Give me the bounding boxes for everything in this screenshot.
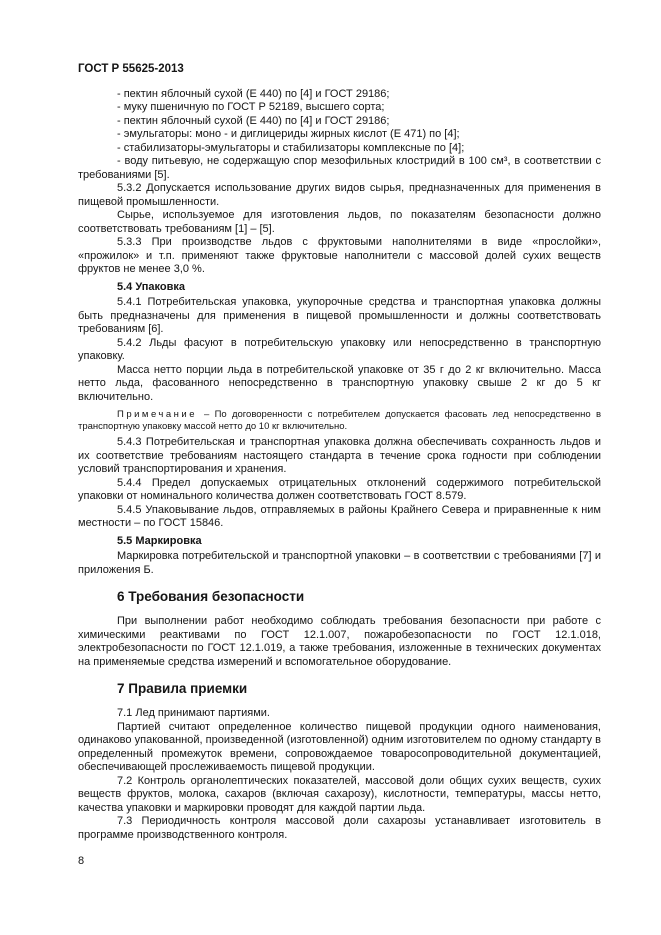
document-code-header: ГОСТ Р 55625-2013 — [78, 63, 184, 75]
paragraph-7-3: 7.3 Периодичность контроля массовой доли сахарозы устанавливает изготовитель в программе производственного контроля. — [78, 815, 601, 841]
paragraph-7-1: 7.1 Лед принимают партиями. — [117, 707, 270, 719]
paragraph-5-4-1: 5.4.1 Потребительская упаковка, укупорочные средства и транспортная упаковка должны быть предназначены для применения в пищевой промышленности и должны соответствовать требованиям [6]. — [78, 296, 601, 335]
paragraph-7-1-cont: Партией считают определенное количество пищевой продукции одного наименования, одинаково упакованной, произведенной (изготовленной) одним изготовителем по одному стандарту в определенный промежуток времени, сопровождаемое товаросопроводительной документацией, обеспечивающей прослеживаемость пищевой продукции. — [78, 720, 601, 773]
paragraph-5-4-3: 5.4.3 Потребительская и транспортная упаковка должна обеспечивать сохранность льдов и их соответствие требованиям настоящего стандарта в течение срока годности при соблюдении условий транспортирования и хранения. — [78, 436, 601, 475]
paragraph-5-4-5: 5.4.5 Упаковывание льдов, отправляемых в районы Крайнего Севера и приравненные к ним местности – по ГОСТ 15846. — [78, 503, 601, 529]
subsection-heading-5-5: 5.5 Маркировка — [117, 534, 202, 547]
note-text: – По договоренности с потребителем допускается фасовать лед непосредственно в транспортную упаковку массой нетто до 10 кг включительно. — [78, 409, 601, 432]
paragraph-5-4-4: 5.4.4 Предел допускаемых отрицательных отклонений содержимого потребительской упаковки от номинального количества должен соответствовать ГОСТ 8.579. — [78, 476, 601, 502]
note-paragraph — [78, 409, 601, 433]
paragraph-6: При выполнении работ необходимо соблюдать требования безопасности при работе с химическими реактивами по ГОСТ 12.1.007, пожаробезопасности по ГОСТ 12.1.018, электробезопасности по ГОСТ 12.1.019, а также требования, изложенные в технических документах на применяемые средства измерений и вспомогательное оборудование. — [78, 615, 601, 668]
ingredient-list-item: - пектин яблочный сухой (Е 440) по [4] и ГОСТ 29186; — [117, 87, 390, 100]
page-number: 8 — [78, 855, 85, 867]
paragraph-5-5: Маркировка потребительской и транспортной упаковки – в соответствии с требованиями [7] и приложения Б. — [78, 550, 601, 576]
ingredient-list-item: - воду питьевую, не содержащую спор мезофильных клостридий в 100 см³, в соответствии с требованиями [5]. — [78, 155, 601, 181]
ingredient-list-item: - муку пшеничную по ГОСТ Р 52189, высшего сорта; — [117, 101, 385, 113]
subsection-heading-5-4: 5.4 Упаковка — [117, 280, 185, 293]
note-label: Примечание — [117, 409, 197, 420]
paragraph-7-2: 7.2 Контроль органолептических показателей, массовой доли общих сухих веществ, сухих веществ фруктов, молока, сахаров (включая сахарозу), кислотности, температуры, массы нетто, качества упаковки и маркировки проводят для каждой партии льда. — [78, 774, 601, 814]
paragraph-5-3-2: 5.3.2 Допускается использование других видов сырья, предназначенных для применения в пищевой промышленности. — [78, 182, 601, 208]
section-heading-6: 6 Требования безопасности — [117, 589, 305, 604]
ingredient-list-item: - стабилизаторы-эмульгаторы и стабилизаторы комплексные по [4]; — [117, 141, 465, 154]
paragraph-5-3-2-cont: Сырье, используемое для изготовления льдов, по показателям безопасности должно соответствовать требованиям [1] – [5]. — [78, 209, 601, 235]
ingredient-list-item: - пектин яблочный сухой (Е 440) по [4] и ГОСТ 29186; — [117, 114, 390, 127]
paragraph-5-4-2-cont: Масса нетто порции льда в потребительской упаковке от 35 г до 2 кг включительно. Масса нетто льда, фасованного непосредственно в транспортную упаковку свыше 2 кг до 5 кг включительно. — [78, 363, 601, 403]
paragraph-5-4-2: 5.4.2 Льды фасуют в потребительскую упаковку или непосредственно в транспортную упаковку. — [78, 336, 601, 362]
section-heading-7: 7 Правила приемки — [117, 681, 248, 696]
paragraph-5-3-3: 5.3.3 При производстве льдов с фруктовыми наполнителями в виде «прослойки», «прожилок» и т.п. применяют также фруктовые наполнители с массовой долей сухих веществ фруктов не менее 3,0 %. — [78, 236, 601, 275]
ingredient-list-item: - эмульгаторы: моно - и диглицериды жирных кислот (Е 471) по [4]; — [117, 128, 460, 140]
